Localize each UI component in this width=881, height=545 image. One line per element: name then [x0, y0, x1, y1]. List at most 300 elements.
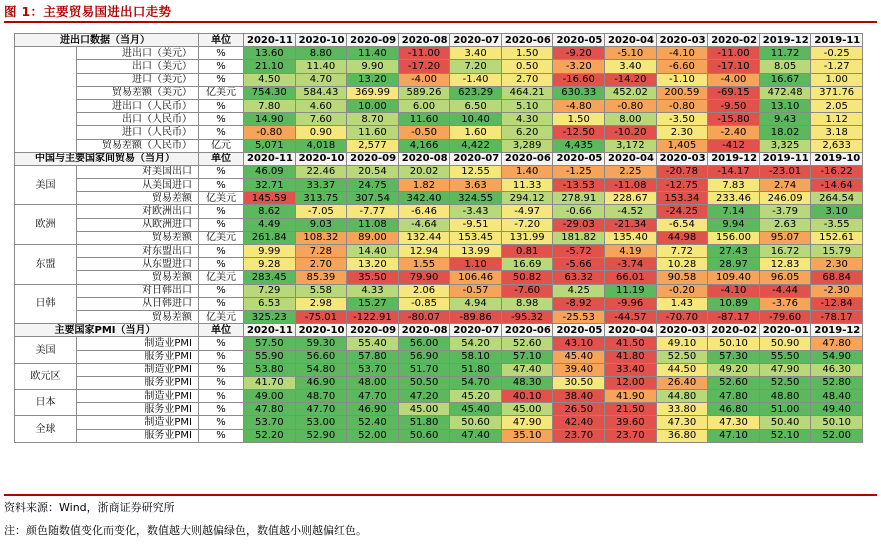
row-unit-cell: % [199, 337, 244, 350]
value-cell: 584.43 [295, 86, 347, 99]
value-cell: 754.30 [244, 86, 296, 99]
value-cell: 43.10 [553, 337, 605, 350]
value-cell: -6.54 [656, 218, 708, 231]
value-cell: 57.10 [501, 350, 553, 363]
value-cell: 1.43 [656, 297, 708, 310]
value-cell: 13.99 [450, 245, 502, 258]
value-cell: 56.90 [398, 350, 450, 363]
row-label-cell: 进出口（人民币） [77, 99, 199, 112]
value-cell: 7.83 [708, 179, 760, 192]
value-cell: 10.28 [656, 258, 708, 271]
value-cell: -3.20 [553, 60, 605, 73]
value-cell: 4.19 [605, 245, 657, 258]
value-cell: 58.10 [450, 350, 502, 363]
value-cell: 11.72 [759, 47, 811, 60]
value-cell: 1.10 [450, 258, 502, 271]
value-cell: 10.89 [708, 297, 760, 310]
value-cell: 156.00 [708, 231, 760, 244]
value-cell: -10.20 [605, 126, 657, 139]
value-cell: 2.30 [811, 258, 863, 271]
value-cell: 47.10 [708, 429, 760, 442]
value-cell: 9.90 [347, 60, 399, 73]
value-cell: 39.40 [553, 363, 605, 376]
value-cell: 2,633 [811, 139, 863, 152]
value-cell: 46.90 [347, 403, 399, 416]
value-cell: 12.94 [398, 245, 450, 258]
row-unit-cell: 亿美元 [199, 310, 244, 323]
row-label-cell: 进口（人民币） [77, 126, 199, 139]
value-cell: 8.00 [605, 113, 657, 126]
value-cell: 228.67 [605, 192, 657, 205]
value-cell: -44.57 [605, 310, 657, 323]
value-cell: -4.00 [708, 73, 760, 86]
value-cell: 3,289 [501, 139, 553, 152]
value-cell: 48.80 [759, 390, 811, 403]
table-row [15, 284, 863, 297]
table-row [15, 60, 863, 73]
value-cell: 48.40 [811, 390, 863, 403]
value-cell: 52.20 [244, 429, 296, 442]
value-cell: 47.40 [450, 429, 502, 442]
value-cell: 55.90 [244, 350, 296, 363]
date-header-cell: 2020-10 [295, 152, 347, 165]
value-cell: 95.07 [759, 231, 811, 244]
value-cell: -7.20 [501, 218, 553, 231]
value-cell: 181.82 [553, 231, 605, 244]
section-header-unit: 单位 [199, 324, 244, 337]
value-cell: 8.62 [244, 205, 296, 218]
date-header-cell: 2020-10 [295, 324, 347, 337]
row-label-cell: 贸易差额（美元） [77, 86, 199, 99]
row-label-cell: 进出口（美元） [77, 47, 199, 60]
row-unit-cell: 亿美元 [199, 271, 244, 284]
value-cell: -0.80 [244, 126, 296, 139]
value-cell: 50.60 [450, 416, 502, 429]
value-cell: 59.30 [295, 337, 347, 350]
row-unit-cell: % [199, 258, 244, 271]
value-cell: 4.33 [347, 284, 399, 297]
table-row [15, 139, 863, 152]
value-cell: 14.40 [347, 245, 399, 258]
value-cell: 4.49 [244, 218, 296, 231]
value-cell: -79.60 [759, 310, 811, 323]
value-cell: 4,018 [295, 139, 347, 152]
value-cell: 7.29 [244, 284, 296, 297]
row-label-cell: 制造业PMI [77, 337, 199, 350]
color-note: 注：颜色随数值变化而变化，数值越大则越偏绿色，数值越小则越偏红色。 [4, 524, 367, 537]
value-cell: -0.66 [553, 205, 605, 218]
value-cell: 6.00 [398, 99, 450, 112]
row-unit-cell: % [199, 179, 244, 192]
value-cell: 153.45 [450, 231, 502, 244]
value-cell: 11.40 [347, 47, 399, 60]
date-header-cell: 2020-07 [450, 34, 502, 47]
value-cell: 10.40 [450, 113, 502, 126]
value-cell: 68.84 [811, 271, 863, 284]
row-label-cell: 贸易差额 [77, 271, 199, 284]
value-cell: 0.81 [501, 245, 553, 258]
value-cell: 16.67 [759, 73, 811, 86]
value-cell: 41.90 [605, 390, 657, 403]
value-cell: 35.10 [501, 429, 553, 442]
value-cell: 15.27 [347, 297, 399, 310]
value-cell: 11.19 [605, 284, 657, 297]
value-cell: 44.80 [656, 390, 708, 403]
date-header-cell: 2020-04 [605, 152, 657, 165]
value-cell: 42.40 [553, 416, 605, 429]
date-header-cell: 2019-12 [759, 34, 811, 47]
date-header-cell: 2019-10 [811, 152, 863, 165]
value-cell: 38.40 [553, 390, 605, 403]
group-name-cell: 美国 [15, 165, 77, 205]
value-cell: 4.70 [295, 73, 347, 86]
value-cell: 1.82 [398, 179, 450, 192]
row-label-cell: 制造业PMI [77, 390, 199, 403]
value-cell: 47.30 [656, 416, 708, 429]
table-row [15, 218, 863, 231]
value-cell: 79.90 [398, 271, 450, 284]
value-cell: -24.25 [656, 205, 708, 218]
table-row [15, 126, 863, 139]
value-cell: -4.80 [553, 99, 605, 112]
value-cell: -2.30 [811, 284, 863, 297]
table-row [15, 179, 863, 192]
value-cell: 55.40 [347, 337, 399, 350]
value-cell: -3.74 [605, 258, 657, 271]
value-cell: -23.01 [759, 165, 811, 178]
value-cell: 63.32 [553, 271, 605, 284]
value-cell: 1.40 [501, 165, 553, 178]
value-cell: 2.70 [501, 73, 553, 86]
value-cell: -25.53 [553, 310, 605, 323]
value-cell: 53.80 [244, 363, 296, 376]
row-label-cell: 从日韩进口 [77, 297, 199, 310]
value-cell: -14.20 [605, 73, 657, 86]
value-cell: -7.05 [295, 205, 347, 218]
value-cell: 21.10 [244, 60, 296, 73]
value-cell: -1.40 [450, 73, 502, 86]
date-header-cell: 2020-06 [501, 152, 553, 165]
value-cell: 4,435 [553, 139, 605, 152]
value-cell: 2.74 [759, 179, 811, 192]
value-cell: 11.60 [347, 126, 399, 139]
value-cell: 1.12 [811, 113, 863, 126]
section-header-unit: 单位 [199, 152, 244, 165]
value-cell: 26.40 [656, 376, 708, 389]
row-unit-cell: % [199, 363, 244, 376]
value-cell: 4.30 [501, 113, 553, 126]
value-cell: 49.10 [656, 337, 708, 350]
value-cell: 12.00 [605, 376, 657, 389]
value-cell: 47.90 [501, 416, 553, 429]
value-cell: 51.80 [450, 363, 502, 376]
value-cell: 7.80 [244, 99, 296, 112]
value-cell: 369.99 [347, 86, 399, 99]
row-unit-cell: % [199, 165, 244, 178]
value-cell: 6.20 [501, 126, 553, 139]
value-cell: -6.60 [656, 60, 708, 73]
row-label-cell: 制造业PMI [77, 416, 199, 429]
value-cell: -412 [708, 139, 760, 152]
value-cell: 324.55 [450, 192, 502, 205]
value-cell: 233.46 [708, 192, 760, 205]
value-cell: 264.54 [811, 192, 863, 205]
section-header-label: 中国与主要国家间贸易（当月） [15, 152, 199, 165]
date-header-cell: 2020-07 [450, 324, 502, 337]
value-cell: 46.09 [244, 165, 296, 178]
row-label-cell: 服务业PMI [77, 429, 199, 442]
date-header-cell: 2020-04 [605, 34, 657, 47]
section-header-unit: 单位 [199, 34, 244, 47]
value-cell: 21.50 [605, 403, 657, 416]
value-cell: 90.58 [656, 271, 708, 284]
value-cell: -21.34 [605, 218, 657, 231]
row-label-cell: 从美国进口 [77, 179, 199, 192]
value-cell: 41.70 [244, 376, 296, 389]
value-cell: -0.20 [656, 284, 708, 297]
value-cell: 33.37 [295, 179, 347, 192]
value-cell: -78.17 [811, 310, 863, 323]
date-header-cell: 2019-11 [811, 34, 863, 47]
value-cell: -9.51 [450, 218, 502, 231]
value-cell: -15.80 [708, 113, 760, 126]
value-cell: 40.10 [501, 390, 553, 403]
value-cell: 47.20 [398, 390, 450, 403]
date-header-cell: 2020-11 [244, 324, 296, 337]
value-cell: 11.08 [347, 218, 399, 231]
value-cell: 49.40 [811, 403, 863, 416]
value-cell: 16.72 [759, 245, 811, 258]
table-row [15, 231, 863, 244]
value-cell: -5.72 [553, 245, 605, 258]
value-cell: -2.40 [708, 126, 760, 139]
value-cell: 452.02 [605, 86, 657, 99]
value-cell: 45.40 [553, 350, 605, 363]
date-header-cell: 2020-02 [708, 324, 760, 337]
value-cell: 23.70 [553, 429, 605, 442]
row-label-cell: 贸易差额 [77, 231, 199, 244]
value-cell: 89.00 [347, 231, 399, 244]
value-cell: -5.10 [605, 47, 657, 60]
value-cell: 52.00 [811, 429, 863, 442]
value-cell: 4.50 [244, 73, 296, 86]
value-cell: 9.28 [244, 258, 296, 271]
table-row [15, 363, 863, 376]
value-cell: 47.70 [347, 390, 399, 403]
value-cell: 2.98 [295, 297, 347, 310]
value-cell: 46.90 [295, 376, 347, 389]
value-cell: 283.45 [244, 271, 296, 284]
group-name-cell [15, 47, 77, 153]
value-cell: 3.63 [450, 179, 502, 192]
value-cell: 45.40 [450, 403, 502, 416]
value-cell: 3.40 [605, 60, 657, 73]
value-cell: -17.20 [398, 60, 450, 73]
row-unit-cell: % [199, 284, 244, 297]
row-unit-cell: 亿美元 [199, 86, 244, 99]
value-cell: 1.50 [553, 113, 605, 126]
value-cell: -0.80 [605, 99, 657, 112]
value-cell: -4.52 [605, 205, 657, 218]
value-cell: 55.50 [759, 350, 811, 363]
date-header-cell: 2020-03 [656, 152, 708, 165]
value-cell: -0.85 [398, 297, 450, 310]
value-cell: 2.30 [656, 126, 708, 139]
value-cell: 52.60 [708, 376, 760, 389]
value-cell: -4.44 [759, 284, 811, 297]
table-row [15, 73, 863, 86]
value-cell: 57.80 [347, 350, 399, 363]
value-cell: 5.10 [501, 99, 553, 112]
value-cell: 35.50 [347, 271, 399, 284]
source-note: 资料来源：Wind，浙商证券研究所 [4, 501, 175, 514]
date-header-cell: 2020-05 [553, 324, 605, 337]
value-cell: 49.20 [708, 363, 760, 376]
value-cell: -5.66 [553, 258, 605, 271]
value-cell: 5.58 [295, 284, 347, 297]
value-cell: 46.80 [708, 403, 760, 416]
value-cell: 2.06 [398, 284, 450, 297]
row-label-cell: 对欧洲出口 [77, 205, 199, 218]
value-cell: 4,422 [450, 139, 502, 152]
value-cell: 47.80 [244, 403, 296, 416]
bottom-rule [4, 494, 877, 496]
value-cell: 294.12 [501, 192, 553, 205]
value-cell: 48.00 [347, 376, 399, 389]
value-cell: 11.40 [295, 60, 347, 73]
table-row [15, 245, 863, 258]
value-cell: 152.61 [811, 231, 863, 244]
date-header-cell: 2020-05 [553, 152, 605, 165]
value-cell: 145.59 [244, 192, 296, 205]
date-header-cell: 2020-08 [398, 34, 450, 47]
value-cell: 56.60 [295, 350, 347, 363]
row-unit-cell: % [199, 390, 244, 403]
value-cell: -4.97 [501, 205, 553, 218]
value-cell: 630.33 [553, 86, 605, 99]
value-cell: -80.07 [398, 310, 450, 323]
value-cell: -11.00 [398, 47, 450, 60]
value-cell: 2.25 [605, 165, 657, 178]
date-header-cell: 2020-09 [347, 152, 399, 165]
row-unit-cell: % [199, 350, 244, 363]
date-header-cell: 2020-01 [759, 324, 811, 337]
value-cell: -12.50 [553, 126, 605, 139]
table-row [15, 47, 863, 60]
value-cell: 7.60 [295, 113, 347, 126]
value-cell: -3.76 [759, 297, 811, 310]
value-cell: 1.55 [398, 258, 450, 271]
date-header-cell: 2020-08 [398, 152, 450, 165]
value-cell: 106.46 [450, 271, 502, 284]
date-header-cell: 2020-04 [605, 324, 657, 337]
date-header-cell: 2020-11 [244, 34, 296, 47]
row-unit-cell: % [199, 113, 244, 126]
date-header-cell: 2020-03 [656, 324, 708, 337]
section-header-row [15, 324, 863, 337]
value-cell: -0.25 [811, 47, 863, 60]
value-cell: 6.50 [450, 99, 502, 112]
value-cell: 9.03 [295, 218, 347, 231]
date-header-cell: 2020-06 [501, 34, 553, 47]
value-cell: -0.80 [656, 99, 708, 112]
row-unit-cell: % [199, 126, 244, 139]
value-cell: 4,166 [398, 139, 450, 152]
value-cell: -3.79 [759, 205, 811, 218]
row-unit-cell: 亿美元 [199, 192, 244, 205]
table-row [15, 350, 863, 363]
value-cell: 13.20 [347, 73, 399, 86]
value-cell: 278.91 [553, 192, 605, 205]
value-cell: 135.40 [605, 231, 657, 244]
date-header-cell: 2020-10 [295, 34, 347, 47]
value-cell: -29.03 [553, 218, 605, 231]
value-cell: -75.01 [295, 310, 347, 323]
value-cell: 11.60 [398, 113, 450, 126]
table-row [15, 429, 863, 442]
value-cell: -6.46 [398, 205, 450, 218]
value-cell: -87.17 [708, 310, 760, 323]
value-cell: 153.34 [656, 192, 708, 205]
value-cell: 47.30 [708, 416, 760, 429]
row-unit-cell: % [199, 99, 244, 112]
value-cell: 49.00 [244, 390, 296, 403]
table-row [15, 99, 863, 112]
value-cell: 46.30 [811, 363, 863, 376]
value-cell: 52.90 [295, 429, 347, 442]
date-header-cell: 2020-09 [347, 324, 399, 337]
value-cell: 52.50 [656, 350, 708, 363]
value-cell: 39.60 [605, 416, 657, 429]
value-cell: 50.60 [398, 429, 450, 442]
value-cell: -11.08 [605, 179, 657, 192]
value-cell: 53.00 [295, 416, 347, 429]
value-cell: 47.90 [759, 363, 811, 376]
row-unit-cell: % [199, 205, 244, 218]
value-cell: 0.50 [501, 60, 553, 73]
value-cell: 20.54 [347, 165, 399, 178]
value-cell: 7.20 [450, 60, 502, 73]
value-cell: 32.71 [244, 179, 296, 192]
value-cell: -4.10 [708, 284, 760, 297]
value-cell: 12.55 [450, 165, 502, 178]
value-cell: 27.43 [708, 245, 760, 258]
value-cell: 52.50 [759, 376, 811, 389]
title-rule [4, 21, 877, 23]
value-cell: 53.70 [244, 416, 296, 429]
table-row [15, 113, 863, 126]
value-cell: 54.70 [450, 376, 502, 389]
date-header-cell: 2020-11 [244, 152, 296, 165]
value-cell: 3.18 [811, 126, 863, 139]
table-row [15, 390, 863, 403]
value-cell: -16.22 [811, 165, 863, 178]
value-cell: 7.72 [656, 245, 708, 258]
value-cell: 8.05 [759, 60, 811, 73]
value-cell: 4.25 [553, 284, 605, 297]
value-cell: 8.98 [501, 297, 553, 310]
row-label-cell: 出口（人民币） [77, 113, 199, 126]
row-label-cell: 贸易差额 [77, 310, 199, 323]
value-cell: -16.60 [553, 73, 605, 86]
value-cell: 44.98 [656, 231, 708, 244]
value-cell: -0.57 [450, 284, 502, 297]
value-cell: -14.64 [811, 179, 863, 192]
value-cell: 52.80 [811, 376, 863, 389]
date-header-cell: 2020-06 [501, 324, 553, 337]
figure-title: 图 1：主要贸易国进出口走势 [4, 4, 172, 19]
value-cell: 2.05 [811, 99, 863, 112]
